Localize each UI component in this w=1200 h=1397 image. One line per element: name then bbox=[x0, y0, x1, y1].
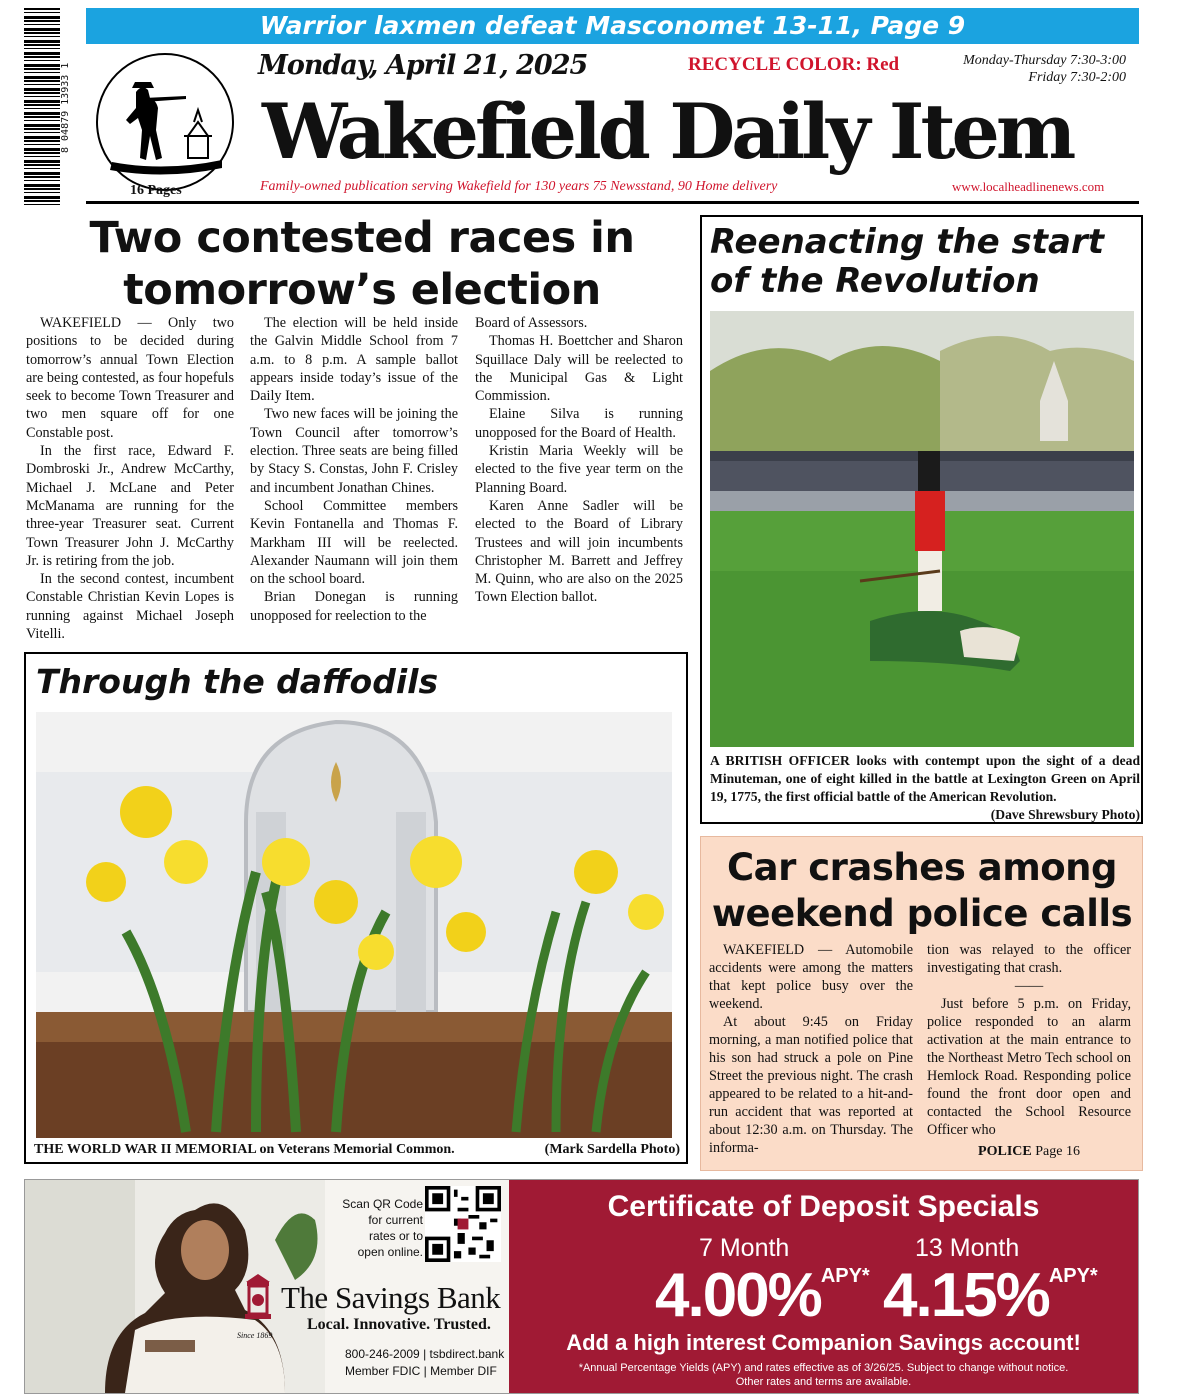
reenactment-photo[interactable] bbox=[710, 311, 1134, 747]
issue-date: Monday, April 21, 2025 bbox=[258, 50, 588, 81]
rate-value: 4.15% bbox=[883, 1261, 1049, 1330]
ad-left-panel bbox=[25, 1180, 509, 1393]
top-banner[interactable]: Warrior laxmen defeat Masconomet 13-11, Page 9 bbox=[86, 8, 1139, 44]
daffodils-photo[interactable] bbox=[36, 712, 672, 1138]
qr-instructions: Scan QR Code for current rates or to open online. bbox=[342, 1197, 423, 1259]
rate-value: 4.00% bbox=[655, 1261, 821, 1330]
tagline: Family-owned publication serving Wakefield for 130 years 75 Newsstand, 90 Home delivery bbox=[260, 179, 778, 194]
paragraph: Karen Anne Sadler will be elected to the Board of Library Trustees and will join incumbents Christopher M. Barrett and Jeffrey M. Quinn, who are also on the 2025 Town Election ballot. bbox=[475, 497, 683, 606]
qr-code[interactable] bbox=[425, 1186, 501, 1262]
paragraph: In the first race, Edward F. Dombroski Jr., Andrew McCarthy, Michael J. McLane and Peter McManama are running for the three-year Treasurer seat. Current Town Treasurer John J. McCarthy Jr. is retiring from the job. bbox=[26, 443, 234, 569]
term-13-month: 13 Month bbox=[915, 1234, 1020, 1262]
bank-name: The Savings Bank bbox=[281, 1280, 501, 1315]
police-story bbox=[700, 836, 1143, 1171]
newspaper-title: Wakefield Daily Item bbox=[262, 87, 1073, 176]
jump-page: Page 16 bbox=[1035, 1144, 1080, 1159]
caption-text: THE WORLD WAR II MEMORIAL on Veterans Memorial Common. bbox=[34, 1142, 455, 1157]
hours-line: Monday-Thursday 7:30-3:00 bbox=[963, 53, 1126, 68]
paragraph: Elaine Silva is running unopposed for the Board of Health. bbox=[475, 406, 683, 441]
rate-7-month bbox=[655, 1260, 870, 1331]
minuteman-logo bbox=[92, 52, 238, 192]
photo-credit: (Mark Sardella Photo) bbox=[544, 1142, 680, 1157]
paragraph: WAKEFIELD — Only two positions to be decided during tomorrow’s annual Town Election are being contested, as four hopefuls seek to become Town Treasurer and two men square off for one Constable post. bbox=[26, 315, 235, 441]
website-link[interactable]: www.localheadlinenews.com bbox=[952, 179, 1105, 194]
companion-offer: Add a high interest Companion Savings account! bbox=[566, 1330, 1081, 1355]
jump-label: POLICE bbox=[978, 1144, 1032, 1159]
continued-link[interactable] bbox=[927, 1143, 1131, 1161]
revolution-headline[interactable]: Reenacting the start of the Revolution bbox=[710, 222, 1105, 301]
separator: —— bbox=[1014, 978, 1044, 994]
paragraph: WAKEFIELD — Automobile accidents were among the matters that kept police busy over the weekend. bbox=[709, 942, 913, 1012]
recycle-color: RECYCLE COLOR: Red bbox=[688, 54, 900, 75]
daffodils-headline[interactable]: Through the daffodils bbox=[36, 662, 439, 701]
paragraph-continuation: tion was relayed to the officer investigating that crash. bbox=[927, 942, 1131, 976]
paragraph: The election will be held inside the Galvin Middle School from 7 a.m. to 8 p.m. A sample ballot appears inside today’s issue of the Daily Item. bbox=[250, 315, 458, 405]
masthead-rule bbox=[86, 201, 1139, 204]
apy-label: APY* bbox=[820, 1265, 870, 1287]
bank-tagline: Local. Innovative. Trusted. bbox=[307, 1316, 491, 1333]
revolution-caption bbox=[710, 752, 1140, 824]
bank-contact bbox=[345, 1346, 504, 1380]
cd-specials-panel bbox=[509, 1180, 1138, 1393]
fine-print-line: *Annual Percentage Yields (APY) and rates effective as of 3/26/25. Subject to change without notice. bbox=[578, 1362, 1069, 1374]
paragraph: School Committee members Kevin Fontanella and Thomas F. Markham III will be reelected. Alexander Naumann will join them on the school board. bbox=[250, 497, 458, 588]
since-year: Since 1869 bbox=[237, 1331, 273, 1340]
apy-label: APY* bbox=[1048, 1265, 1098, 1287]
photo-credit: (Dave Shrewsbury Photo) bbox=[990, 807, 1140, 822]
paragraph: Brian Donegan is running unopposed for reelection to the bbox=[250, 589, 458, 624]
paragraph-continuation: Board of Assessors. bbox=[475, 315, 588, 331]
barcode-number: 8 04879 13933 1 bbox=[60, 62, 71, 154]
paragraph: Two new faces will be joining the Town Council after tomorrow’s election. Three seats are being filled by Stacy S. Constas, John F. Crisley and incumbent Jonathan Chines. bbox=[250, 406, 458, 496]
paragraph: In the second contest, incumbent Constable Christian Kevin Lopes is running against Michael Joseph Vitelli. bbox=[26, 571, 234, 643]
paragraph: Kristin Maria Weekly will be elected to the five year term on the Planning Board. bbox=[475, 443, 683, 496]
daffodils-feature bbox=[24, 652, 688, 1164]
cd-title: Certificate of Deposit Specials bbox=[607, 1190, 1040, 1223]
election-column-2 bbox=[250, 314, 458, 625]
term-7-month: 7 Month bbox=[699, 1234, 790, 1262]
election-headline[interactable]: Two contested races in tomorrow’s election bbox=[89, 213, 635, 315]
daffodils-caption bbox=[34, 1142, 680, 1158]
police-column-2 bbox=[927, 941, 1131, 1161]
hours-line: Friday 7:30-2:00 bbox=[1028, 70, 1126, 85]
page-count: 16 Pages bbox=[130, 183, 182, 198]
bank-advertisement[interactable] bbox=[24, 1179, 1139, 1394]
police-column-1 bbox=[709, 941, 913, 1157]
barcode bbox=[24, 8, 60, 208]
lantern-logo-icon bbox=[233, 1272, 283, 1330]
paragraph: Thomas H. Boettcher and Sharon Squillace Daly will be reelected to the Municipal Gas & Light Commission. bbox=[475, 333, 683, 405]
fine-print-line: Other rates and terms are available. bbox=[735, 1376, 912, 1388]
revolution-feature bbox=[700, 215, 1143, 824]
paragraph: Just before 5 p.m. on Friday, police responded to an alarm activation at the main entrance to the Northeast Metro Tech school on Hemlock Road. Responding police found the front door open and contacted the School Resource Officer who bbox=[927, 996, 1131, 1138]
rate-13-month bbox=[883, 1260, 1098, 1331]
contact-line: 800-246-2009 | tsbdirect.bank bbox=[345, 1347, 505, 1361]
member-line: Member FDIC | Member DIF bbox=[345, 1364, 497, 1378]
election-column-1 bbox=[26, 314, 234, 643]
caption-text: A BRITISH OFFICER looks with contempt upon the sight of a dead Minuteman, one of eight killed in the battle at Lexington Green on April 19, 1775, the first official battle of the American Revolution. bbox=[710, 753, 1140, 804]
car-crash-headline[interactable]: Car crashes among weekend police calls bbox=[711, 846, 1133, 935]
paragraph: At about 9:45 on Friday morning, a man notified police that his son had struck a pole on Pine Street the previous night. The crash appeared to be related to a hit-and-run accident that was reported at about 12:30 a.m. on Thursday. The informa- bbox=[709, 1014, 913, 1156]
election-column-3 bbox=[475, 314, 683, 607]
fine-print bbox=[509, 1361, 1138, 1389]
